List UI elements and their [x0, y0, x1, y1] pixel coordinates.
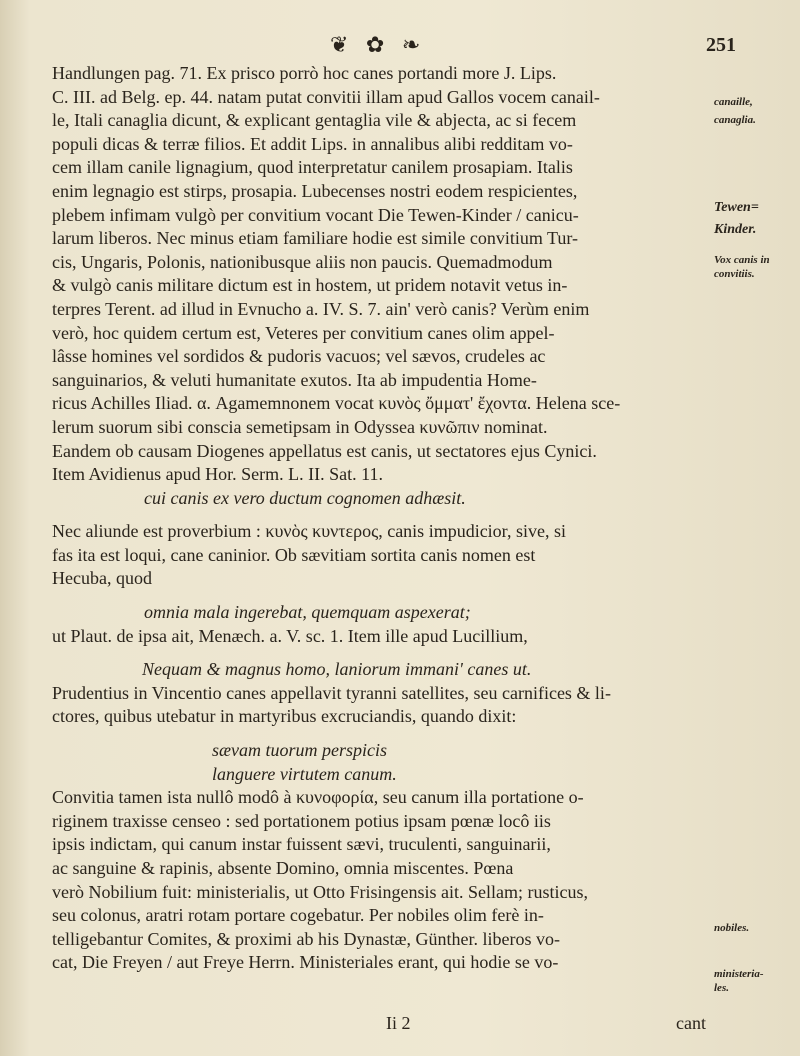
verse-quote: omnia mala ingerebat, quemquam aspexerat; [144, 602, 471, 623]
margin-note: Kinder. [714, 222, 757, 237]
text-line: Handlungen pag. 71. Ex prisco porrò hoc canes portandi more J. Lips. [52, 63, 557, 83]
text-line: ipsis indictam, qui canum instar fuissent sævi, truculenti, sanguinarii, [52, 834, 551, 855]
text-line: & vulgò canis militare dictum est in hostem, ut pridem notavit vetus in- [52, 275, 568, 296]
text-line: ut Plaut. de ipsa ait, Menæch. a. V. sc. 1. Item ille apud Lucillium, [52, 625, 528, 646]
verse-quote: sævam tuorum perspicis [212, 740, 387, 761]
text-line: ricus Achilles Iliad. α. Agamemnonem vocat κυνὸς ὄμματ' ἔχοντα. Helena sce- [52, 393, 621, 414]
margin-note: canaglia. [714, 114, 756, 126]
margin-note: Vox canis in [714, 254, 770, 266]
text-line: Item Avidienus apud Hor. Serm. L. II. Sat. 11. [52, 464, 383, 485]
text-line: enim legnagio est stirps, prosapia. Lubecenses nostri eodem respicientes, [52, 180, 578, 201]
text-line: fas ita est loqui, cane caninior. Ob sævitiam sortita canis nomen est [52, 544, 536, 565]
text-line: ctores, quibus utebatur in martyribus excruciandis, quando dixit: [52, 706, 517, 727]
text-line: plebem infimam vulgò per convitium vocant Die Tewen-Kinder / canicu- [52, 204, 579, 225]
signature-mark: Ii 2 [386, 1013, 411, 1033]
verse-quote: cui canis ex vero ductum cognomen adhæsit. [144, 487, 466, 508]
text-line: cem illam canile lignagium, quod interpretatur canilem prosapiam. Italis [52, 157, 573, 178]
text-line: Hecuba, quod [52, 568, 152, 589]
margin-note: canaille, [714, 96, 753, 108]
main-text [52, 62, 712, 975]
text-line: Eandem ob causam Diogenes appellatus est canis, ut sectatores ejus Cynici. [52, 440, 597, 461]
text-line: sanguinarios, & veluti humanitate exutos. Ita ab impudentia Home- [52, 369, 537, 390]
text-line: seu colonus, aratri rotam portare cogebatur. Per nobiles olim ferè in- [52, 905, 544, 926]
text-line: lerum suorum sibi conscia semetipsam in Odyssea κυνῶπιν nominat. [52, 416, 548, 437]
text-line: ac sanguine & rapinis, absente Domino, omnia miscentes. Pœna [52, 858, 514, 878]
header-ornament: ❦ ✿ ❧ [330, 32, 427, 57]
text-line: lâsse homines vel sordidos & pudoris vacuos; vel sævos, crudeles ac [52, 346, 546, 367]
text-line: Prudentius in Vincentio canes appellavit tyranni satellites, seu carnifices & li- [52, 682, 611, 703]
page-number: 251 [706, 34, 736, 56]
catchword: cant [676, 1013, 706, 1033]
text-line: verò Nobilium fuit: ministerialis, ut Otto Frisingensis ait. Sellam; rusticus, [52, 881, 588, 902]
text-line: le, Itali canaglia dicunt, & explicant gentaglia vile & abjecta, ac si fecem [52, 110, 577, 131]
text-line: verò, hoc quidem certum est, Veteres per convitium canes olim appel- [52, 322, 555, 343]
verse-quote: languere virtutem canum. [212, 763, 397, 784]
text-line: cis, Ungaris, Polonis, nationibusque aliis non paucis. Quemadmodum [52, 251, 553, 272]
text-line: telligebantur Comites, & proximi ab his Dynastæ, Günther. liberos vo- [52, 928, 560, 949]
verse-quote: Nequam & magnus homo, laniorum immani' canes ut. [142, 659, 532, 680]
margin-note: Tewen= [714, 200, 759, 215]
page-header [0, 32, 800, 60]
text-line: cat, Die Freyen / aut Freye Herrn. Ministeriales erant, qui hodie se vo- [52, 952, 559, 973]
text-line: C. III. ad Belg. ep. 44. natam putat convitii illam apud Gallos vocem canail- [52, 86, 600, 107]
margin-note: nobiles. [714, 922, 750, 934]
text-line: larum liberos. Nec minus etiam familiare hodie est simile convitium Tur- [52, 228, 579, 249]
text-line: populi dicas & terræ filios. Et addit Lips. in annalibus alibi redditam vo- [52, 133, 573, 154]
margin-note: ministeria- [714, 968, 764, 980]
text-line: Nec aliunde est proverbium : κυνὸς κυντερος, canis impudicior, sive, si [52, 521, 566, 542]
margin-note: les. [714, 982, 729, 994]
text-line: Convitia tamen ista nullô modô à κυνοφορία, seu canum illa portatione o- [52, 787, 584, 808]
text-line: terpres Terent. ad illud in Evnucho a. IV. S. 7. ain' verò canis? Verùm enim [52, 298, 590, 319]
margin-note: convitiis. [714, 268, 755, 280]
text-line: riginem traxisse censeo : sed portationem potius ipsam pœnæ locô iis [52, 810, 551, 831]
